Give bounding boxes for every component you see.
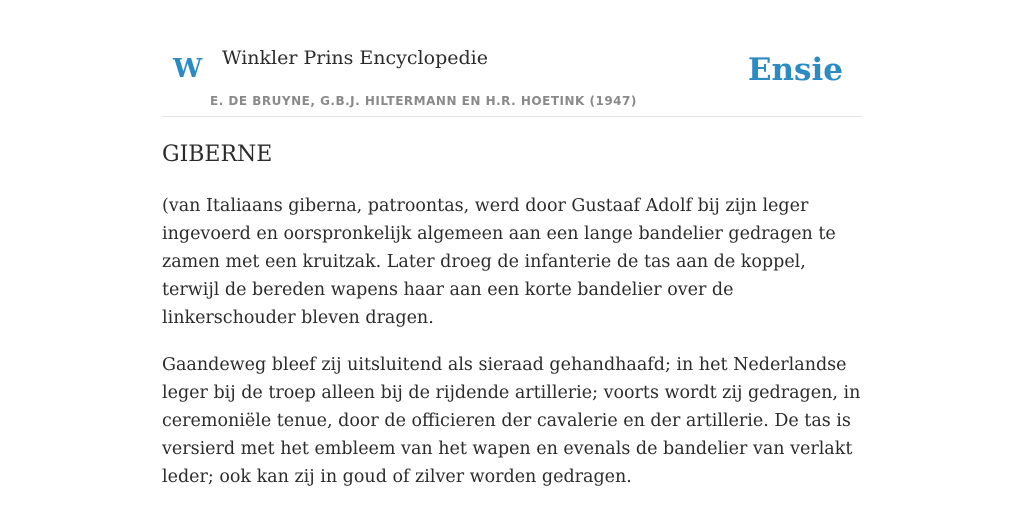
entry-title: GIBERNE (162, 142, 273, 167)
entry-paragraph: (van Italiaans giberna, patroontas, werd door Gustaaf Adolf bij zijn leger ingevoerd en oorspronkelijk algemeen aan een lange bandelier gedragen te zamen met een kruitzak. Later droeg de infanterie de tas aan de koppel, terwijl de bereden wapens haar aan een korte bandelier over de linkerschouder bleven dragen. (162, 196, 836, 328)
entry-content (162, 192, 866, 510)
source-logo[interactable]: W (173, 54, 203, 84)
source-authors: E. DE BRUYNE, G.B.J. HILTERMANN EN H.R. HOETINK (1947) (210, 94, 637, 108)
entry-paragraph: Gaandeweg bleef zij uitsluitend als sieraad gehandhaafd; in het Nederlandse leger bij de troep alleen bij de rijdende artillerie; voorts wordt zij gedragen, in ceremoniële tenue, door de officieren der cavalerie en der artillerie. De tas is versierd met het embleem van het wapen en evenals de bandelier van verlakt leder; ook kan zij in goud of zilver worden gedragen. (162, 355, 861, 487)
source-title[interactable]: Winkler Prins Encyclopedie (222, 47, 488, 69)
source-header (162, 40, 862, 117)
ensie-logo-link[interactable]: Ensie (747, 52, 843, 88)
